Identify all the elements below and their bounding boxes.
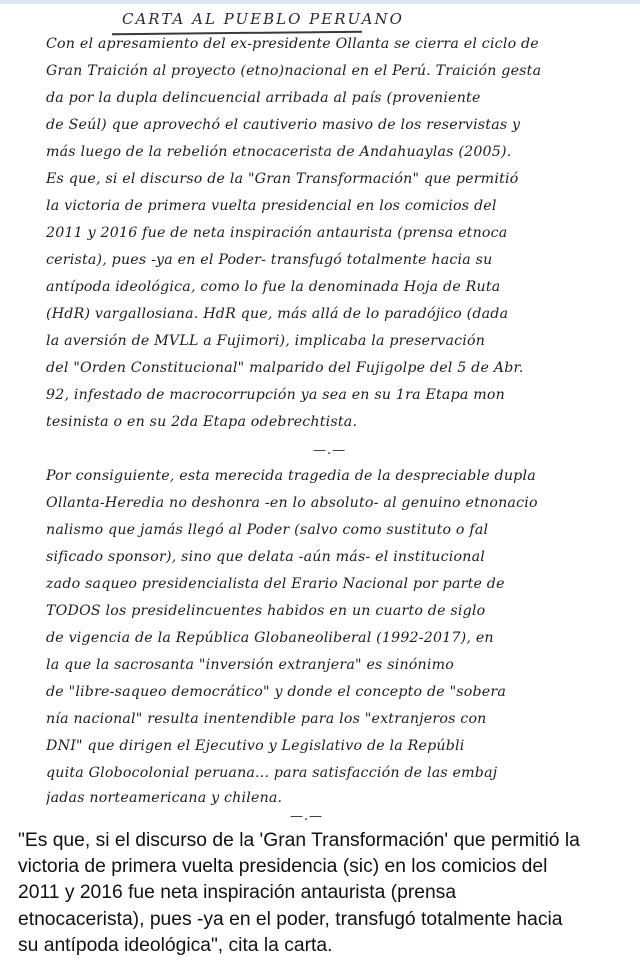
letter-line: sificado sponsor), sino que delata -aún más- el institucional xyxy=(46,549,485,565)
section-separator: —.— xyxy=(290,809,324,824)
caption-line: 2011 y 2016 fue neta inspiración antaurista (prensa xyxy=(18,882,457,904)
letter-line: tesinista o en su 2da Etapa odebrechtista. xyxy=(46,414,358,430)
letter-line: de Seúl) que aprovechó el cautiverio masivo de los reservistas y xyxy=(46,117,521,133)
letter-line: la victoria de primera vuelta presidencial en los comicios del xyxy=(46,198,497,214)
section-separator: —.— xyxy=(313,443,347,458)
letter-line: más luego de la rebelión etnocacerista de Andahuaylas (2005). xyxy=(46,144,512,160)
letter-line: TODOS los presidelincuentes habidos en un cuarto de siglo xyxy=(46,603,486,619)
letter-line: 92, infestado de macrocorrupción ya sea en su 1ra Etapa mon xyxy=(46,387,505,403)
letter-title: CARTA AL PUEBLO PERUANO xyxy=(122,10,404,28)
letter-line: Con el apresamiento del ex-presidente Ollanta se cierra el ciclo de xyxy=(46,36,539,52)
letter-line: nalismo que jamás llegó al Poder (salvo como sustituto o fal xyxy=(46,522,489,538)
caption-line: su antípoda ideológica", cita la carta. xyxy=(18,934,333,956)
letter-line: DNI" que dirigen el Ejecutivo y Legislativo de la Repúbli xyxy=(46,738,465,754)
letter-line: Por consiguiente, esta merecida tragedia de la despreciable dupla xyxy=(46,468,536,484)
letter-line: nía nacional" resulta inentendible para los "extranjeros con xyxy=(46,711,487,727)
letter-line: la aversión de MVLL a Fujimori), implicaba la preservación xyxy=(46,333,486,349)
caption-line: "Es que, si el discurso de la 'Gran Transformación' que permitió la xyxy=(18,830,580,851)
letter-line: antípoda ideológica, como lo fue la denominada Hoja de Ruta xyxy=(46,279,501,295)
letter-line: de vigencia de la República Globaneoliberal (1992-2017), en xyxy=(46,630,494,646)
letter-line: la que la sacrosanta "inversión extranjera" es sinónimo xyxy=(46,657,454,673)
caption-line: victoria de primera vuelta presidencia (sic) en los comicios del xyxy=(18,856,548,878)
letter-line: cerista), pues -ya en el Poder- transfugó totalmente hacia su xyxy=(46,252,493,268)
letter-line: da por la dupla delincuencial arribada al país (proveniente xyxy=(46,90,481,106)
image-caption xyxy=(18,828,628,959)
letter-line: Ollanta-Heredia no deshonra -en lo absoluto- al genuino etnonacio xyxy=(46,495,538,511)
letter-line: Es que, si el discurso de la "Gran Transformación" que permitió xyxy=(46,171,519,187)
letter-line: quita Globocolonial peruana... para satisfacción de las embaj xyxy=(46,765,498,781)
letter-line: jadas norteamericana y chilena. xyxy=(46,790,283,806)
letter-line: de "libre-saqueo democrático" y donde el concepto de "sobera xyxy=(46,684,507,700)
letter-line: zado saqueo presidencialista del Erario Nacional por parte de xyxy=(46,576,505,592)
letter-line: (HdR) vargallosiana. HdR que, más allá de lo paradójico (dada xyxy=(46,306,509,322)
handwritten-letter-scan xyxy=(0,4,640,824)
letter-line: 2011 y 2016 fue de neta inspiración antaurista (prensa etnoca xyxy=(46,225,508,241)
letter-line: Gran Traición al proyecto (etno)nacional en el Perú. Traición gesta xyxy=(46,63,542,79)
letter-line: del "Orden Constitucional" malparido del Fujigolpe del 5 de Abr. xyxy=(46,360,524,376)
caption-line: etnocacerista), pues -ya en el poder, transfugó totalmente hacia xyxy=(18,908,563,930)
